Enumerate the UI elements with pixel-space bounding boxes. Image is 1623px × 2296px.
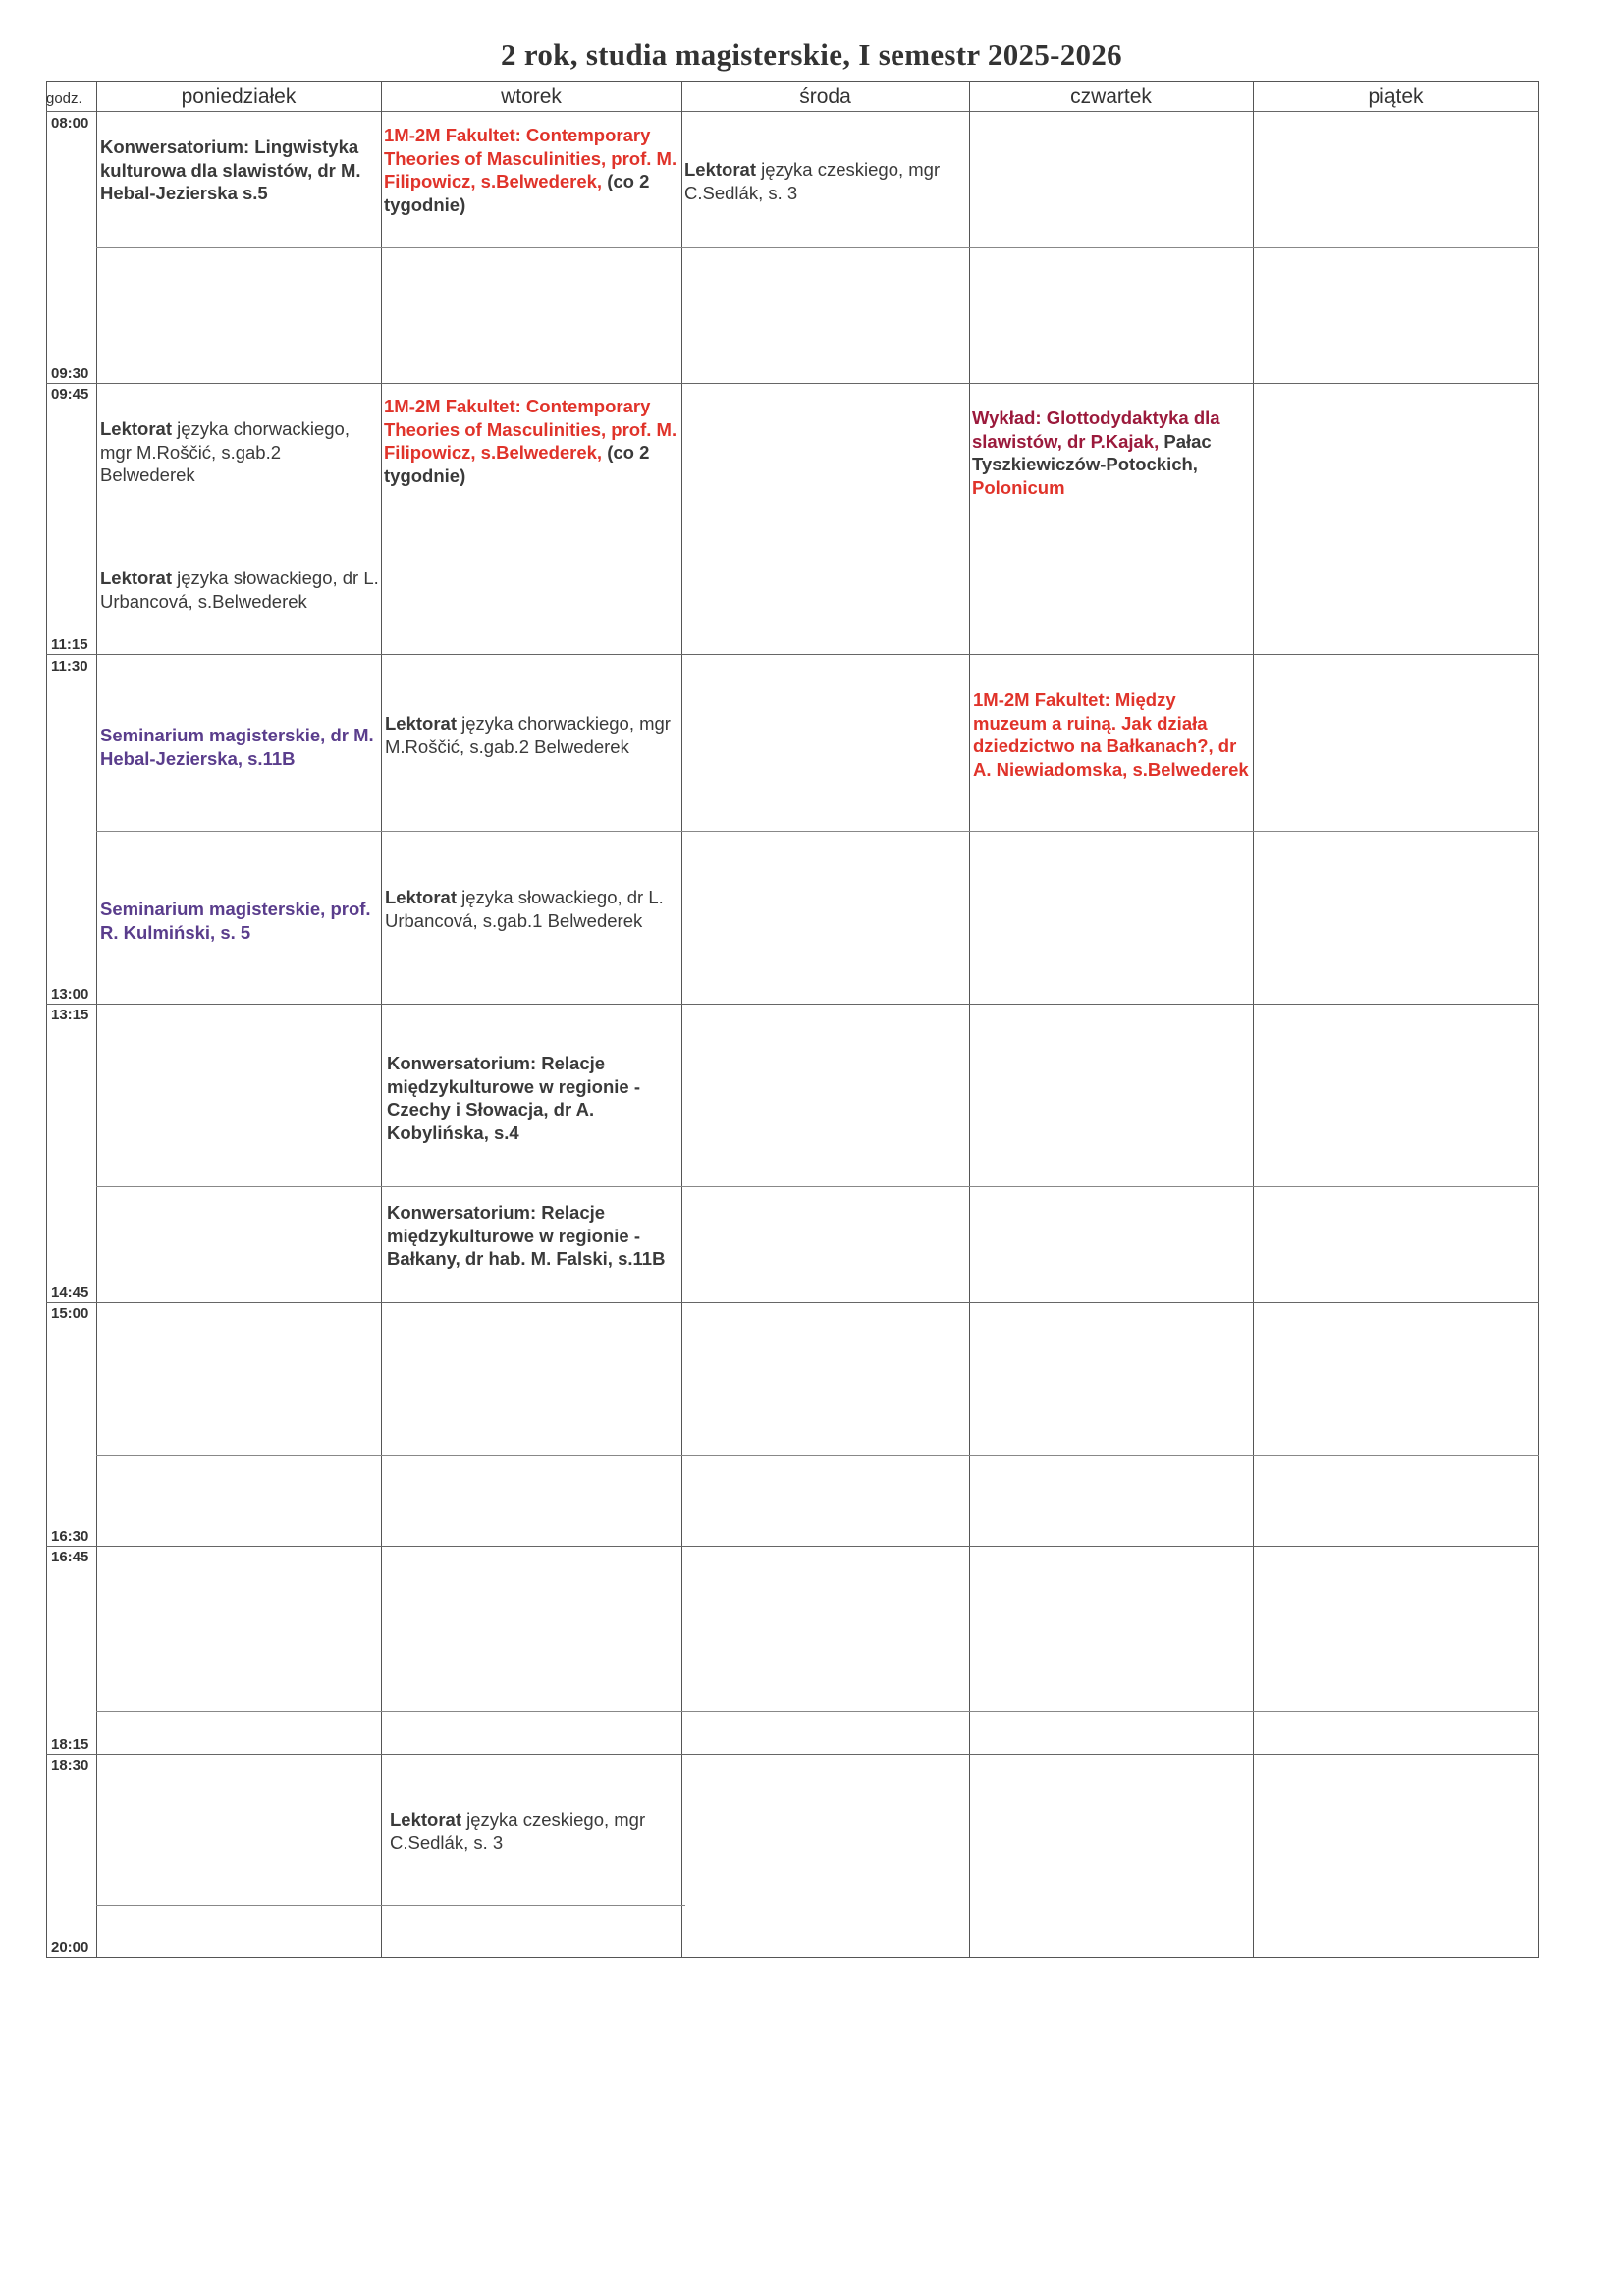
- block-divider: [46, 383, 1539, 384]
- class-entry: [390, 1808, 676, 1854]
- col-divider-thu: [1253, 81, 1254, 1958]
- time-label: 09:30: [51, 365, 89, 382]
- slot-divider: [96, 1905, 685, 1906]
- class-entry: Seminarium magisterskie, prof. R. Kulmiński, s. 5: [100, 899, 371, 943]
- header-divider: [46, 111, 1539, 112]
- block-divider: [46, 1754, 1539, 1755]
- class-note: (co 2 tygodnie): [384, 171, 650, 215]
- time-label: 18:30: [51, 1757, 89, 1774]
- time-label: 14:45: [51, 1285, 89, 1301]
- class-details: języka słowackiego, dr L. Urbancová, s.gab.1 Belwederek: [385, 887, 664, 931]
- class-entry: [972, 407, 1251, 499]
- class-details: języka czeskiego, mgr C.Sedlák, s. 3: [390, 1809, 646, 1853]
- class-type: Lektorat: [385, 887, 457, 907]
- day-header-friday: piątek: [1368, 85, 1424, 108]
- time-label: 15:00: [51, 1305, 89, 1322]
- time-label: 13:00: [51, 986, 89, 1003]
- class-title: 1M-2M Fakultet: Contemporary Theories of Masculinities, prof. M. Filipowicz, s.Belwederek,: [384, 125, 677, 191]
- class-type: Lektorat: [100, 568, 172, 588]
- class-entry: Seminarium magisterskie, dr M. Hebal-Jezierska, s.11B: [100, 725, 374, 769]
- block-divider: [46, 1302, 1539, 1303]
- class-entry: [385, 886, 677, 932]
- class-entry: 1M-2M Fakultet: Między muzeum a ruiną. Jak działa dziedzictwo na Bałkanach?, dr A. Niewiadomska, s.Belwederek: [973, 689, 1249, 780]
- class-note: (co 2 tygodnie): [384, 442, 650, 486]
- class-type: Lektorat: [385, 713, 457, 734]
- col-divider-mon: [381, 81, 382, 1958]
- day-header-thursday: czwartek: [1070, 85, 1152, 108]
- class-details: języka czeskiego, mgr C.Sedlák, s. 3: [684, 159, 941, 203]
- time-label: 11:30: [51, 658, 88, 675]
- day-header-wednesday: środa: [799, 85, 851, 108]
- class-location: Pałac Tyszkiewiczów-Potockich,: [972, 430, 1212, 474]
- class-title: Wykład: Glottodydaktyka dla slawistów, dr P.Kajak,: [972, 408, 1220, 452]
- class-location-2: Polonicum: [972, 476, 1065, 498]
- class-entry: Konwersatorium: Lingwistyka kulturowa dla slawistów, dr M. Hebal-Jezierska s.5: [100, 137, 361, 203]
- schedule-table: [46, 81, 1539, 1958]
- slot-divider: [96, 1455, 1539, 1456]
- class-details: języka chorwackiego, mgr M.Roščić, s.gab.2 Belwederek: [100, 418, 350, 485]
- block-divider: [46, 654, 1539, 655]
- col-divider-godz: [96, 81, 97, 1958]
- class-entry: [684, 158, 967, 204]
- time-label: 16:30: [51, 1528, 89, 1545]
- slot-divider: [96, 1711, 1539, 1712]
- class-details: języka słowackiego, dr L. Urbancová, s.Belwederek: [100, 568, 379, 612]
- class-entry: [100, 417, 379, 487]
- col-divider-tue: [681, 81, 682, 1958]
- slot-divider: [96, 247, 1539, 248]
- time-label: 16:45: [51, 1549, 89, 1565]
- class-entry: Konwersatorium: Relacje międzykulturowe w regionie - Czechy i Słowacja, dr A. Kobylińska, s.4: [387, 1053, 641, 1143]
- day-header-tuesday: wtorek: [501, 85, 562, 108]
- slot-divider: [96, 1186, 1539, 1187]
- class-type: Lektorat: [390, 1809, 461, 1830]
- page-title: 2 rok, studia magisterskie, I semestr 2025-2026: [501, 37, 1122, 72]
- block-divider: [46, 1004, 1539, 1005]
- day-header-monday: poniedziałek: [181, 85, 297, 108]
- godz-header: godz.: [46, 90, 82, 107]
- class-entry: [384, 395, 678, 487]
- time-label: 08:00: [51, 115, 89, 132]
- col-divider-wed: [969, 81, 970, 1958]
- time-label: 18:15: [51, 1736, 89, 1753]
- time-label: 11:15: [51, 636, 88, 653]
- class-details: języka chorwackiego, mgr M.Roščić, s.gab.2 Belwederek: [385, 713, 671, 757]
- block-divider: [46, 1546, 1539, 1547]
- time-label: 20:00: [51, 1940, 89, 1956]
- class-entry: [385, 712, 677, 758]
- time-label: 13:15: [51, 1007, 89, 1023]
- slot-divider: [96, 831, 1539, 832]
- time-label: 09:45: [51, 386, 89, 403]
- class-entry: [100, 567, 379, 613]
- class-entry: [384, 124, 678, 216]
- class-title: 1M-2M Fakultet: Contemporary Theories of Masculinities, prof. M. Filipowicz, s.Belwederek,: [384, 396, 677, 463]
- class-type: Lektorat: [100, 418, 172, 439]
- class-entry: Konwersatorium: Relacje międzykulturowe w regionie - Bałkany, dr hab. M. Falski, s.11B: [387, 1202, 666, 1269]
- class-type: Lektorat: [684, 159, 756, 180]
